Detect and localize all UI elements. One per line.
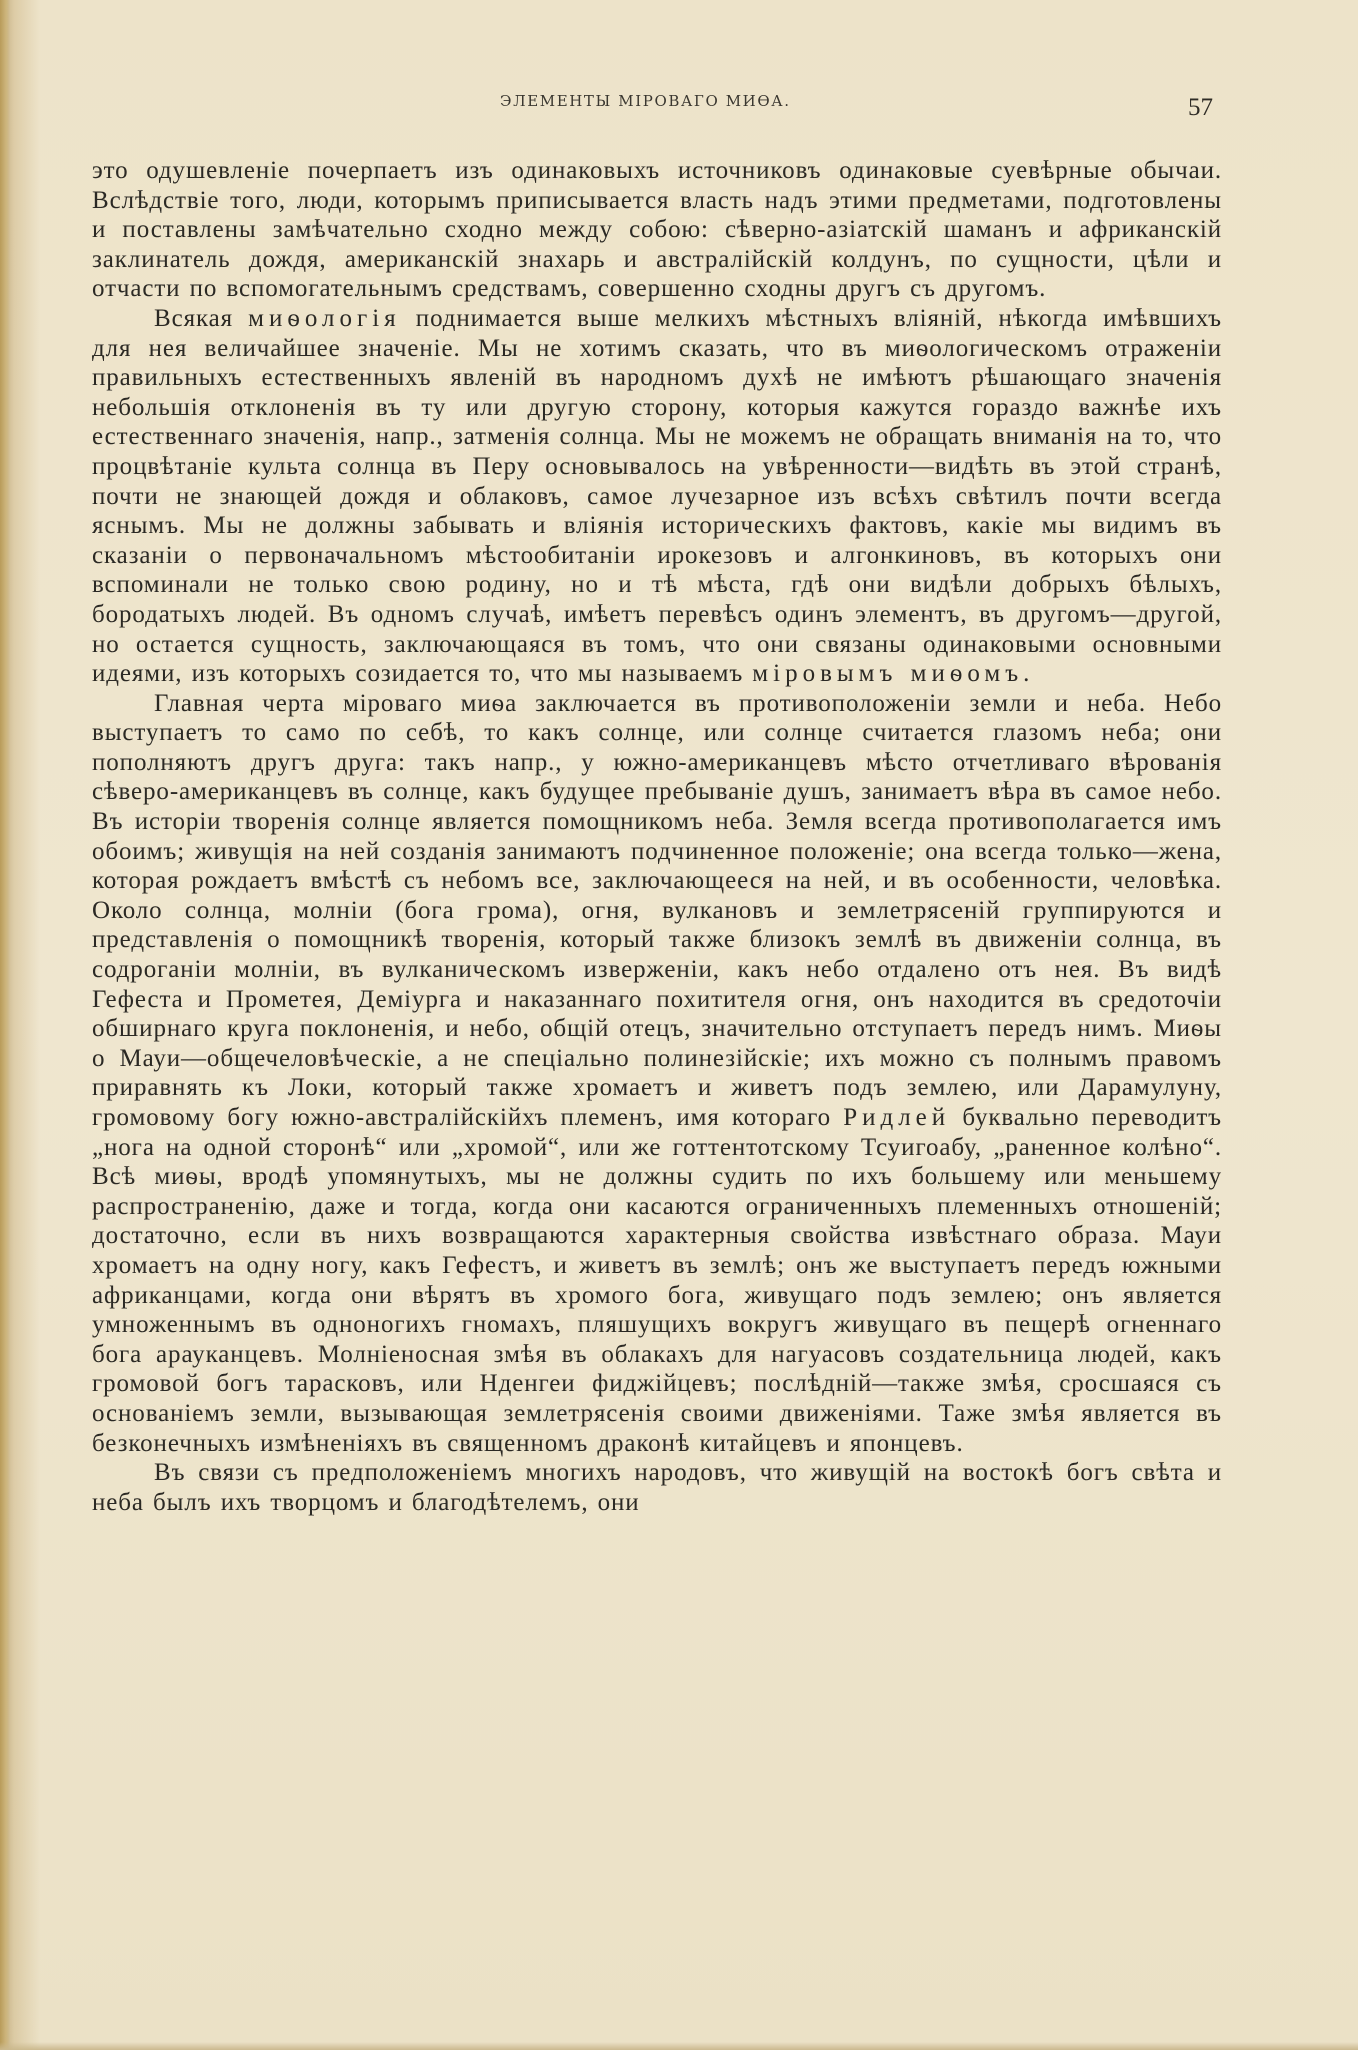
paragraph-east-god: Въ связи съ предположеніемъ многихъ народовъ, что живущій на востокѣ богъ свѣта и неба былъ ихъ творцомъ и благодѣтелемъ, они <box>92 1459 1222 1516</box>
page-binding-shadow <box>0 0 10 2050</box>
page-bottom-edge <box>0 2042 1358 2050</box>
running-title: ЭЛЕМЕНТЫ МІРОВАГО МИѲА. <box>500 92 791 110</box>
paragraph-text: Всякая <box>154 304 249 332</box>
page-number: 57 <box>1188 94 1213 121</box>
paragraph-mythology <box>92 304 1222 689</box>
paragraph-continuation: это одушевленіе почерпаетъ изъ одинаковыхъ источниковъ одинаковые суевѣрные обычаи. Вслѣдствіе того, люди, которымъ приписывается власть надъ этими предметами, подготовлены и поставлены замѣчательно сходно между собою: сѣверно-азіатскій шаманъ и африканскій заклинатель дождя, американскій знахарь и австралійскій колдунъ, по сущности, цѣли и отчасти по вспомогательнымъ средствамъ, совершенно сходны другъ съ другомъ. <box>92 157 1222 303</box>
emphasized-term: миѳологія <box>248 304 401 332</box>
emphasized-term: Ридлей <box>843 1104 951 1131</box>
paragraph-text: . <box>1023 660 1031 688</box>
paragraph-text: Главная черта міроваго миѳа заключается въ противоположеніи земли и неба. Небо выступаетъ то само по себѣ, то какъ солнце, или солнце считается глазомъ неба; они пополняютъ другъ друга: такъ напр., у южно-американцевъ мѣсто отчетливаго вѣрованія сѣверо-американцевъ въ солнце, какъ будущее пребываніе душъ, занимаетъ вѣра въ самое небо. Въ исторіи творенія солнце является помощникомъ неба. Земля всегда противополагается имъ обоимъ; живущія на ней созданія занимаютъ подчиненное положеніе; она всегда только—жена, которая рождаетъ вмѣстѣ съ небомъ все, заключающееся на ней, и въ особенности, человѣка. Около солнца, молніи (бога грома), огня, вулкановъ и землетрясеній группируются и представленія о помощникѣ творенія, который также близокъ землѣ въ движеніи солнца, въ содроганіи молніи, въ вулканическомъ изверженіи, какъ небо отдалено отъ нея. Въ видѣ Гефеста и Прометея, Деміурга и наказаннаго похитителя огня, онъ находится въ средоточіи обширнаго круга поклоненія, и небо, общій отецъ, значительно отступаетъ передъ нимъ. Миѳы о Мауи—общечеловѣческіе, а не спеціально полинезійскіе; ихъ можно съ полнымъ правомъ приравнять къ Локи, который также хромаетъ и живетъ подъ землею, или Дарамулуну, громовому богу южно-австралійскійхъ племенъ, имя котораго <box>92 689 1222 1131</box>
paragraph-text: буквально переводитъ „нога на одной сторонѣ“ или „хромой“, или же готтентотскому Тсуигоабу, „раненное колѣно“. Всѣ миѳы, вродѣ упомянутыхъ, мы не должны судить по ихъ большему или меньшему распространенію, даже и тогда, когда они касаются ограниченныхъ племенныхъ отношеній; достаточно, если въ нихъ возвращаются характерныя свойства извѣстнаго образа. Мауи хромаетъ на одну ногу, какъ Гефестъ, и живетъ въ землѣ; онъ же выступаетъ передъ южными африканцами, когда они вѣрятъ въ хромого бога, живущаго подъ землею; онъ является умноженнымъ въ одноногихъ гномахъ, пляшущихъ вокругъ живущаго въ пещерѣ огненнаго бога арауканцевъ. Молніеносная змѣя въ облакахъ для нагуасовъ создательница людей, какъ громовой богъ тарасковъ, или Нденгеи фиджійцевъ; послѣдній—также змѣя, сросшаяся съ основаніемъ земли, вызывающая землетрясенія своими движеніями. Таже змѣя является въ безконечныхъ измѣненіяхъ въ священномъ драконѣ китайцевъ и японцевъ. <box>92 1104 1222 1457</box>
paragraph-world-myth <box>92 689 1222 1458</box>
emphasized-term: міровымъ миѳомъ <box>752 660 1024 688</box>
body-text <box>92 156 1222 1517</box>
paragraph-text: поднимается выше мелкихъ мѣстныхъ вліяній, нѣкогда имѣвшихъ для нея величайшее значеніе. Мы не хотимъ сказать, что въ миѳологическомъ отраженіи правильныхъ естественныхъ явленій въ народномъ духѣ не имѣютъ рѣшающаго значенія небольшія отклоненія въ ту или другую сторону, которыя кажутся гораздо важнѣе ихъ естественнаго значенія, напр., затменія солнца. Мы не можемъ не обращать вниманія на то, что процвѣтаніе культа солнца въ Перу основывалось на увѣренности—видѣть въ этой странѣ, почти не знающей дождя и облаковъ, самое лучезарное изъ всѣхъ свѣтилъ почти всегда яснымъ. Мы не должны забывать и вліянія историческихъ фактовъ, какіе мы видимъ въ сказаніи о первоначальномъ мѣстообитаніи ирокезовъ и алгонкиновъ, въ которыхъ они вспоминали не только свою родину, но и тѣ мѣста, гдѣ они видѣли добрыхъ бѣлыхъ, бородатыхъ людей. Въ одномъ случаѣ, имѣетъ перевѣсъ одинъ элементъ, въ другомъ—другой, но остается сущность, заключающаяся въ томъ, что они связаны одинаковыми основными идеями, изъ которыхъ созидается то, что мы называемъ <box>92 304 1222 688</box>
